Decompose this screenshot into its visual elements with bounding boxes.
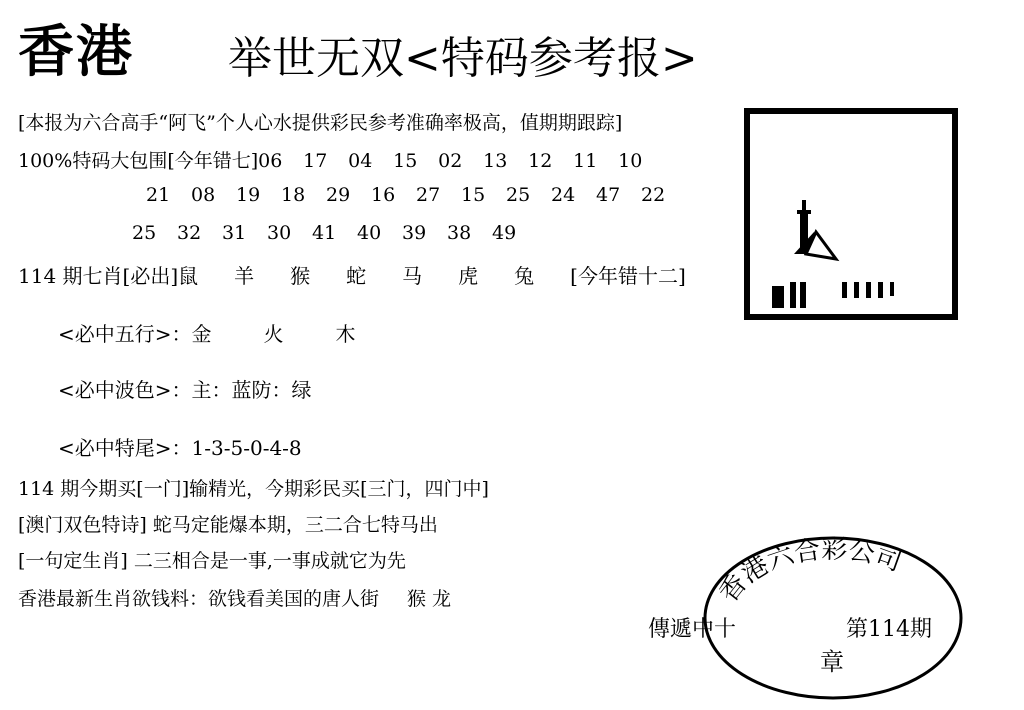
tail-line (58, 432, 302, 461)
special-number: 31 (222, 222, 247, 244)
special-number: 13 (483, 150, 508, 172)
elements-list (192, 322, 408, 346)
list-item: 马 (402, 264, 423, 288)
list-item: 兔 (514, 264, 535, 288)
list-item: 火 (263, 322, 284, 346)
special-number: 27 (416, 184, 441, 206)
special-number: 25 (506, 184, 531, 206)
list-item: 虎 (458, 264, 479, 288)
special-number: 40 (357, 222, 382, 244)
special-number: 22 (641, 184, 666, 206)
special-number: 49 (492, 222, 517, 244)
svg-text:章: 章 (820, 648, 844, 676)
latest-text: 香港最新生肖欲钱料：欲钱看美国的唐人街 (18, 588, 380, 610)
illustration-frame (744, 108, 958, 320)
tail-label: <必中特尾>： (58, 436, 192, 460)
zodiac-list (178, 264, 570, 288)
special-numbers-row3 (132, 222, 537, 244)
company-seal-stamp (700, 530, 966, 700)
special-number: 38 (447, 222, 472, 244)
sentence-line: [一句定生肖] 二三相合是一事,一事成就它为先 (18, 550, 406, 572)
special-number: 30 (267, 222, 292, 244)
special-number: 15 (393, 150, 418, 172)
list-item: 木 (335, 322, 356, 346)
seal-text: 香港六合彩公司 (713, 534, 906, 609)
special-number: 02 (438, 150, 463, 172)
list-item: 羊 (234, 264, 255, 288)
special-numbers-row2 (146, 184, 686, 206)
special-number: 18 (281, 184, 306, 206)
poem-line: [澳门双色特诗] 蛇马定能爆本期，三二合七特马出 (18, 514, 438, 536)
wave-color-label: <必中波色>： (58, 378, 192, 402)
special-number: 06 (258, 150, 283, 172)
special-number: 24 (551, 184, 576, 206)
church-illustration (750, 114, 952, 314)
special-number: 41 (312, 222, 337, 244)
tail-value: 1-3-5-0-4-8 (191, 436, 302, 460)
special-number: 08 (191, 184, 216, 206)
list-item: 猴 (290, 264, 311, 288)
latest-answer: 猴 龙 (407, 588, 452, 610)
wave-color-line (58, 374, 312, 403)
buy-line: 114 期今期买[一门]输精光，今期彩民买[三门，四门中] (18, 478, 489, 500)
list-item: 鼠 (178, 264, 199, 288)
notice-text: [本报为六合高手“阿飞”个人心水提供彩民参考准确率极高，值期期跟踪] (18, 112, 623, 134)
five-elements-line (58, 318, 408, 347)
wave-color-value: 主：蓝防：绿 (191, 378, 312, 402)
seven-zodiac-label: 114 期七肖[必出] (18, 264, 179, 288)
special-number: 29 (326, 184, 351, 206)
latest-line (18, 584, 451, 611)
special-number: 25 (132, 222, 157, 244)
special-number: 10 (618, 150, 643, 172)
special-number: 15 (461, 184, 486, 206)
five-elements-label: <必中五行>： (58, 322, 192, 346)
special-number: 21 (146, 184, 171, 206)
number-list (258, 150, 663, 172)
seven-zodiac-suffix: [今年错十二] (570, 264, 686, 288)
footer-text: 傳遞中十 (648, 617, 737, 642)
list-item: 蛇 (346, 264, 367, 288)
special-number: 16 (371, 184, 396, 206)
special-number: 12 (528, 150, 553, 172)
paper-title: 香港 (18, 19, 134, 85)
paper-subtitle: 举世无双<特码参考报> (228, 33, 698, 84)
special-numbers-label: 100%特码大包围[今年错七] (18, 150, 259, 172)
special-number: 04 (348, 150, 373, 172)
list-item: 金 (191, 322, 212, 346)
special-number: 32 (177, 222, 202, 244)
special-number: 17 (303, 150, 328, 172)
seven-zodiac-line (18, 260, 686, 289)
footer-issue: 第114期 (846, 617, 932, 642)
special-number: 19 (236, 184, 261, 206)
special-number: 47 (596, 184, 621, 206)
special-numbers-row1 (18, 146, 663, 173)
special-number: 11 (573, 150, 598, 172)
special-number: 39 (402, 222, 427, 244)
